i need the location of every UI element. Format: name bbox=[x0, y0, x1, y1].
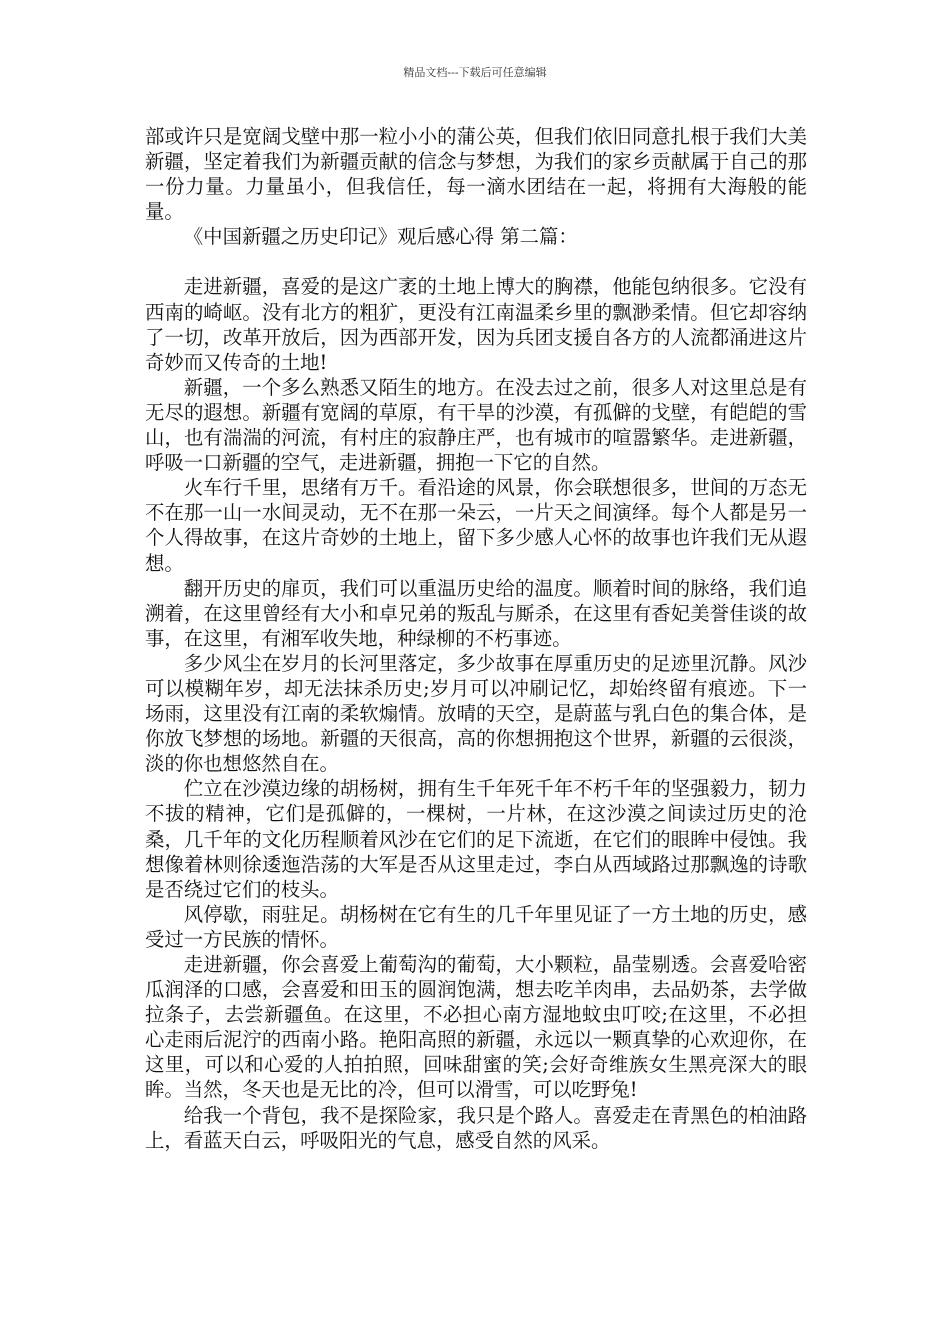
paragraph-9: 给我一个背包，我不是探险家，我只是个路人。喜爱走在青黑色的柏油路上，看蓝天白云，呼吸阳光的气息，感受自然的风采。 bbox=[145, 1103, 807, 1152]
paragraph-2: 新疆，一个多么熟悉又陌生的地方。在没去过之前，很多人对这里总是有无尽的遐想。新疆有宽阔的草原，有干旱的沙漠，有孤僻的戈壁，有皑皑的雪山，也有湍湍的河流，有村庄的寂静庄严，也有城市的喧嚣繁华。走进新疆，呼吸一口新疆的空气，走进新疆，拥抱一下它的自然。 bbox=[145, 375, 807, 475]
blank-line bbox=[145, 249, 807, 274]
section-heading: 《中国新疆之历史印记》观后感心得 第二篇： bbox=[183, 225, 578, 249]
paragraph-4: 翻开历史的扉页，我们可以重温历史给的温度。顺着时间的脉络，我们追溯着，在这里曾经有大小和卓兄弟的叛乱与厮杀，在这里有香妃美誉佳谈的故事，在这里，有湘军收失地，种绿柳的不朽事迹。 bbox=[145, 576, 807, 650]
paragraph-6: 伫立在沙漠边缘的胡杨树，拥有生千年死千年不朽千年的坚强毅力，韧力不拔的精神，它们是孤僻的，一棵树，一片林，在这沙漠之间读过历史的沧桑，几千年的文化历程顺着风沙在它们的足下流逝，在它们的眼眸中侵蚀。我想像着林则徐逶迤浩荡的大军是否从这里走过，李白从西域路过那飘逸的诗歌是否绕过它们的枝头。 bbox=[145, 777, 807, 901]
paragraph-5: 多少风尘在岁月的长河里落定，多少故事在厚重历史的足迹里沉静。风沙可以模糊年岁，却无法抹杀历史;岁月可以冲刷记忆，却始终留有痕迹。下一场雨，这里没有江南的柔软煽情。放晴的天空，是蔚蓝与乳白色的集合体，是你放飞梦想的场地。新疆的天很高，高的你想拥抱这个世界，新疆的云很淡，淡的你也想悠然自在。 bbox=[145, 651, 807, 776]
paragraph-7: 风停歇，雨驻足。胡杨树在它有生的几千年里见证了一方土地的历史，感受过一方民族的情怀。 bbox=[145, 902, 807, 951]
page-header: 精品文档---下载后可任意编辑 bbox=[403, 66, 547, 79]
paragraph-8: 走进新疆，你会喜爱上葡萄沟的葡萄，大小颗粒，晶莹剔透。会喜爱哈密瓜润泽的口感，会喜爱和田玉的圆润饱满，想去吃羊肉串，去品奶茶，去学做拉条子，去尝新疆鱼。在这里，不必担心南方湿地蚊虫叮咬;在这里，不必担心走雨后泥泞的西南小路。艳阳高照的新疆，永远以一颗真挚的心欢迎你，在这里，可以和心爱的人拍拍照，回味甜蜜的笑;会好奇维族女生黑亮深大的眼眸。当然，冬天也是无比的冷，但可以滑雪，可以吃野兔! bbox=[145, 953, 807, 1102]
document-body bbox=[145, 124, 807, 1153]
continuation-paragraph: 部或许只是宽阔戈壁中那一粒小小的蒲公英，但我们依旧同意扎根于我们大美新疆，坚定着我们为新疆贡献的信念与梦想，为我们的家乡贡献属于自己的那一份力量。力量虽小，但我信任，每一滴水团结在一起，将拥有大海般的能量。 bbox=[145, 125, 807, 224]
paragraph-1: 走进新疆，喜爱的是这广袤的土地上博大的胸襟，他能包纳很多。它没有西南的崎岖。没有北方的粗犷，更没有江南温柔乡里的飘渺柔情。但它却容纳了一切，改革开放后，因为西部开发，因为兵团支援自各方的人流都涌进这片奇妙而又传奇的土地! bbox=[145, 275, 807, 374]
paragraph-3: 火车行千里，思绪有万千。看沿途的风景，你会联想很多，世间的万态无不在那一山一水间灵动，无不在那一朵云，一片天之间演绎。每个人都是另一个人得故事，在这片奇妙的土地上，留下多少感人心怀的故事也许我们无从遐想。 bbox=[145, 476, 807, 575]
